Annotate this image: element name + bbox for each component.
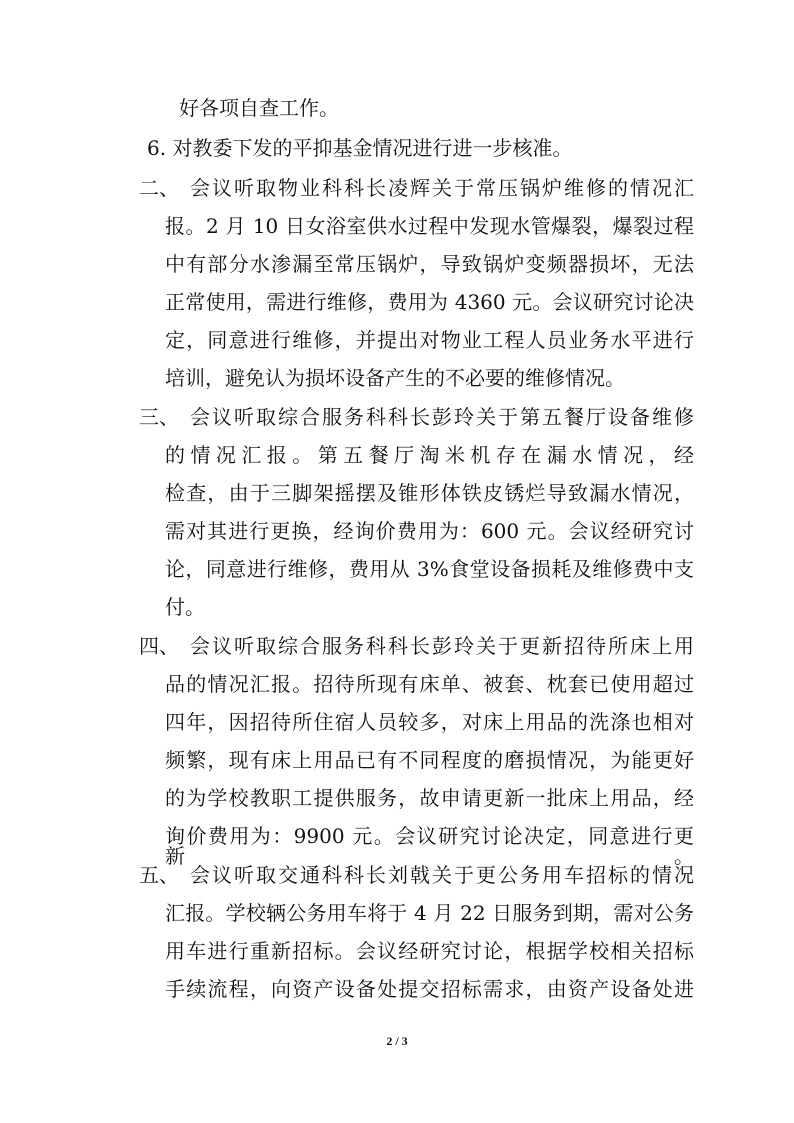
text-line: 付。: [165, 595, 205, 619]
text-line: 会议听取综合服务科科长彭玲关于第五餐厅设备维修: [190, 405, 694, 429]
list-item-6: 6. 对教委下发的平抑基金情况进行进一步核准。: [147, 136, 573, 160]
text-line: 定，同意进行维修，并提出对物业工程人员业务水平进行: [165, 328, 694, 352]
text-line: 品的情况汇报。招待所现有床单、被套、枕套已使用超过: [165, 672, 694, 696]
text-line: 汇报。学校辆公务用车将于 4 月 22 日服务到期，需对公务: [165, 901, 694, 925]
text-line: 需对其进行更换，经询价费用为：600 元。会议经研究讨: [165, 519, 694, 543]
text-line: 会议听取综合服务科科长彭玲关于更新招待所床上用: [190, 634, 694, 658]
text-line: 询价费用为：9900 元。会议研究讨论决定，同意进行更新。: [165, 824, 694, 868]
text-line: 会议听取物业科科长凌辉关于常压锅炉维修的情况汇: [190, 176, 694, 200]
section-number: 三、: [139, 405, 179, 429]
text-line: 会议听取交通科科长刘戟关于更公务用车招标的情况: [190, 863, 694, 887]
text-line: 的为学校教职工提供服务，故申请更新一批床上用品，经: [165, 786, 694, 810]
text-line: 好各项自查工作。: [179, 96, 339, 120]
text-line: 中有部分水渗漏至常压锅炉，导致锅炉变频器损坏，无法: [165, 252, 694, 276]
text-line: 检查，由于三脚架摇摆及锥形体铁皮锈烂导致漏水情况，: [165, 481, 694, 505]
section-number: 二、: [139, 176, 179, 200]
section-number: 四、: [139, 634, 179, 658]
text-line: 手续流程，向资产设备处提交招标需求，由资产设备处进: [165, 977, 694, 1001]
text-line: 频繁，现有床上用品已有不同程度的磨损情况，为能更好: [165, 748, 694, 772]
section-number: 五、: [139, 863, 179, 887]
text-line: 正常使用，需进行维修，费用为 4360 元。会议研究讨论决: [165, 290, 694, 314]
text-line: 论，同意进行维修，费用从 3%食堂设备损耗及维修费中支: [165, 557, 694, 581]
text-line: 报。2 月 10 日女浴室供水过程中发现水管爆裂，爆裂过程: [165, 214, 694, 238]
page-number: 2 / 3: [386, 1034, 408, 1048]
text-line: 用车进行重新招标。会议经研究讨论，根据学校相关招标: [165, 939, 694, 963]
text-line: 四年，因招待所住宿人员较多，对床上用品的洗涤也相对: [165, 710, 694, 734]
text-line: 培训，避免认为损坏设备产生的不必要的维修情况。: [165, 366, 625, 390]
text-line: 的情况汇报。第五餐厅淘米机存在漏水情况，经: [165, 443, 694, 467]
